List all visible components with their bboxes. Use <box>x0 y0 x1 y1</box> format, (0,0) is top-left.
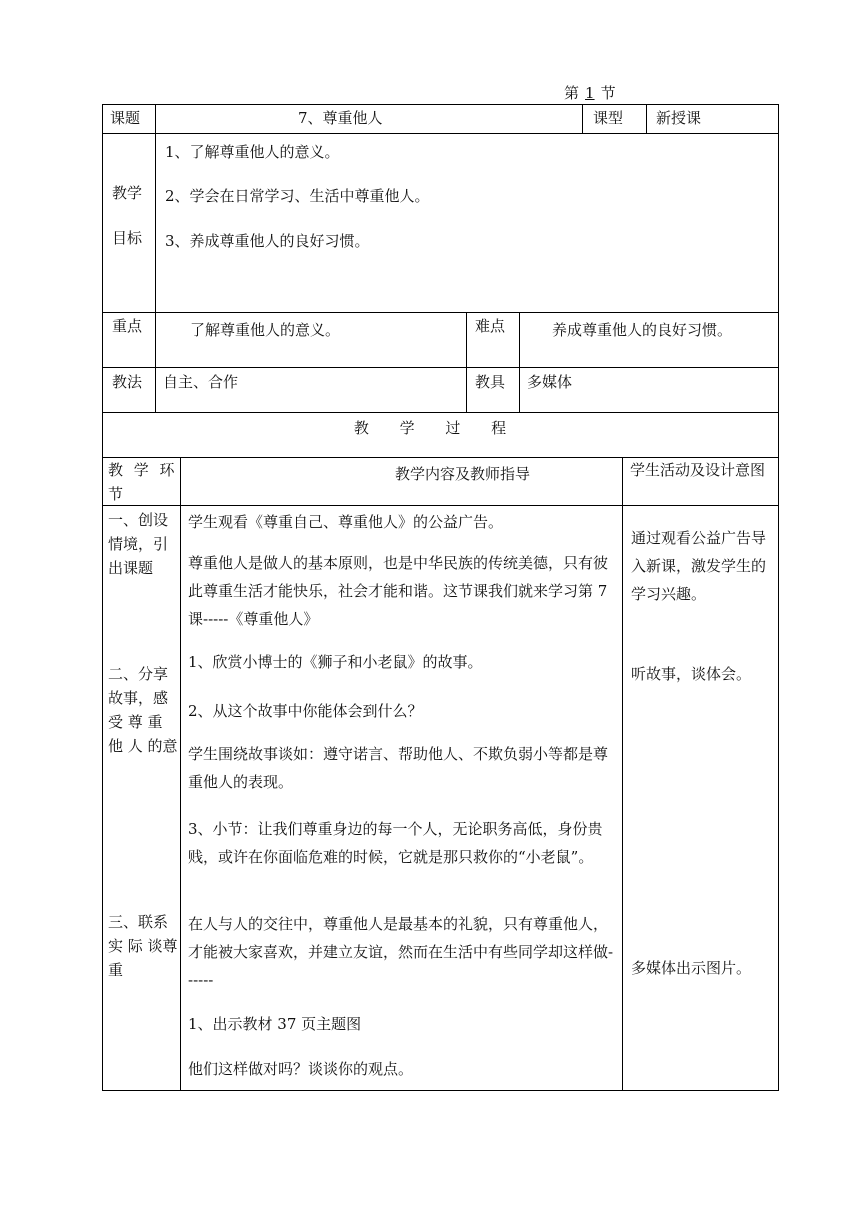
content-column-header: 教学内容及教师指导 <box>395 465 531 483</box>
row-divider <box>102 412 779 413</box>
goals-label-top: 教学 <box>112 184 143 202</box>
row-divider <box>102 367 779 368</box>
activity-item: 多媒体出示图片。 <box>631 959 752 977</box>
stage-item: 二、分享故事，感受 尊 重 他 人 的意 <box>108 665 178 755</box>
activity-column-header: 学生活动及设计意图 <box>630 461 766 479</box>
content-paragraph: 1、出示教材 37 页主题图 <box>188 1015 362 1033</box>
lesson-type-value: 新授课 <box>656 109 702 127</box>
row-divider <box>102 133 779 134</box>
activity-item: 听故事，谈体会。 <box>631 665 752 683</box>
section-suffix: 节 <box>600 84 616 102</box>
content-paragraph: 在人与人的交往中，尊重他人是最基本的礼貌，只有尊重他人，才能被大家喜欢，并建立友谊，然而在生活中有些同学却这样做------ <box>188 915 614 989</box>
goal-item: 2、学会在日常学习、生活中尊重他人。 <box>165 187 430 205</box>
goals-label-bottom: 目标 <box>112 229 143 247</box>
process-title: 教 学 过 程 <box>353 419 507 437</box>
row-divider <box>102 312 779 313</box>
col-divider <box>519 312 520 412</box>
col-divider <box>646 104 647 133</box>
goal-item: 3、养成尊重他人的良好习惯。 <box>165 232 370 250</box>
section-number-value: 1 <box>585 84 595 102</box>
col-divider <box>622 457 623 1091</box>
difficulty-value: 养成尊重他人的良好习惯。 <box>552 321 733 339</box>
stage-column-header: 教 学 环节 <box>108 461 175 503</box>
col-divider <box>466 312 467 412</box>
section-prefix: 第 <box>564 84 580 102</box>
difficulty-label: 难点 <box>475 317 506 335</box>
key-point-value: 了解尊重他人的意义。 <box>190 321 341 339</box>
col-divider <box>180 457 181 1091</box>
col-divider <box>155 104 156 412</box>
tools-value: 多媒体 <box>527 373 573 391</box>
method-value: 自主、合作 <box>163 373 239 391</box>
tools-label: 教具 <box>475 373 506 391</box>
stage-item: 一、创设情境，引出课题 <box>108 511 169 577</box>
content-paragraph: 1、欣赏小博士的《狮子和小老鼠》的故事。 <box>188 653 483 671</box>
section-number <box>564 82 616 103</box>
content-paragraph: 学生围绕故事谈如：遵守诺言、帮助他人、不欺负弱小等都是尊重他人的表现。 <box>188 745 609 791</box>
topic-value: 7、尊重他人 <box>298 109 383 127</box>
key-point-label: 重点 <box>112 317 143 335</box>
goal-item: 1、了解尊重他人的意义。 <box>165 143 340 161</box>
method-label: 教法 <box>112 373 143 391</box>
content-paragraph: 3、小节：让我们尊重身边的每一个人，无论职务高低，身份贵贱，或许在你面临危难的时候，它就是那只救你的“小老鼠”。 <box>188 820 603 866</box>
row-divider <box>102 505 779 506</box>
content-paragraph: 2、从这个故事中你能体会到什么？ <box>188 702 423 720</box>
content-paragraph: 他们这样做对吗？谈谈你的观点。 <box>188 1060 414 1078</box>
content-paragraph: 学生观看《尊重自己、尊重他人》的公益广告。 <box>188 513 504 531</box>
content-paragraph: 尊重他人是做人的基本原则，也是中华民族的传统美德，只有彼此尊重生活才能快乐，社会才能和谐。这节课我们就来学习第 7 课-----《尊重他人》 <box>188 554 609 628</box>
col-divider <box>582 104 583 133</box>
stage-item: 三、联系实 际 谈尊重 <box>108 913 178 979</box>
topic-label: 课题 <box>110 109 141 127</box>
activity-item: 通过观看公益广告导入新课，激发学生的学习兴趣。 <box>631 529 767 603</box>
lesson-type-label: 课型 <box>593 109 624 127</box>
